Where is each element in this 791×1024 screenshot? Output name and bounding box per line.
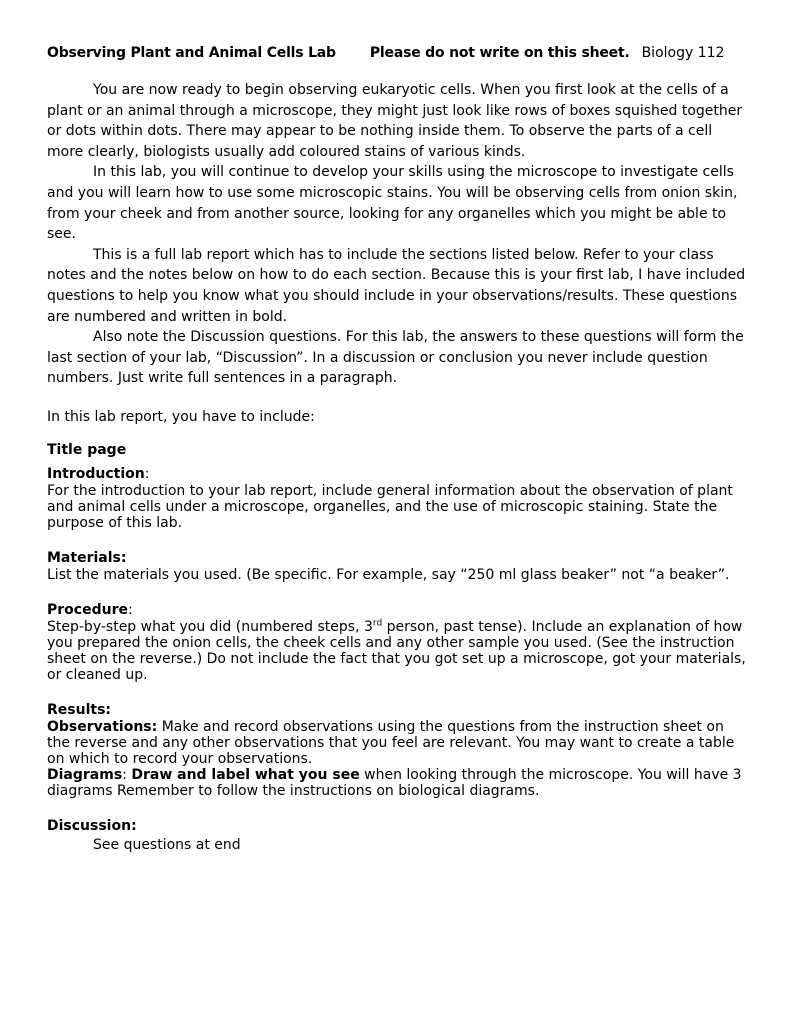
intro-paragraph-3: This is a full lab report which has to include the sections listed below. Refer to your class notes and the notes below on how to do each section. Because this is your first lab, I have included questions to help you know what you should include in your observations/results. These questions are numbered and written in bold. xyxy=(47,246,746,325)
materials-text: List the materials you used. (Be specific. For example, say “250 ml glass beaker” not “a beaker”. xyxy=(47,566,730,583)
diagrams-label: Diagrams xyxy=(47,766,123,783)
procedure-heading-colon: : xyxy=(127,601,133,618)
introduction-heading xyxy=(47,465,747,483)
intro-paragraph-1: You are now ready to begin observing eukaryotic cells. When you first look at the cells of a plant or an animal through a microscope, they might just look like rows of boxes squished together or dots within dots. There may appear to be nothing inside them. To observe the parts of a cell more clearly, biologists usually add coloured stains of various kinds. xyxy=(47,82,743,160)
introduction-heading-text: Introduction xyxy=(47,465,145,482)
procedure-text-b: person, past tense). Include an explanation of how you prepared the onion cells, the cheek cells and any other sample you used. (See the instruction sheet on the reverse.) Do not include the fact that you got set up a microscope, got your materials, or cleaned up. xyxy=(47,618,746,683)
intro-paragraph-2: In this lab, you will continue to develop your skills using the microscope to investigate cells and you will learn how to use some microscopic stains. You will be observing cells from onion skin, from your cheek and from another source, looking for any organelles which you might be able to see. xyxy=(47,164,738,243)
course-name: Biology 112 xyxy=(641,45,725,61)
document-header xyxy=(47,44,747,62)
procedure-heading xyxy=(47,601,747,619)
diagrams-colon: : xyxy=(122,766,132,783)
lab-title: Observing Plant and Animal Cells Lab xyxy=(47,45,336,61)
discussion-text: See questions at end xyxy=(93,836,241,853)
intro-paragraph-4: Also note the Discussion questions. For this lab, the answers to these questions will form the last section of your lab, “Discussion”. In a discussion or conclusion you never include question numbers. Just write full sentences in a paragraph. xyxy=(47,329,744,387)
results-heading: Results: xyxy=(47,701,111,718)
discussion-heading: Discussion: xyxy=(47,817,137,834)
document-page xyxy=(47,44,747,855)
observations-label: Observations: xyxy=(47,718,158,735)
diagrams-paragraph xyxy=(47,767,747,799)
observations-paragraph xyxy=(47,719,747,767)
procedure-text-a: Step-by-step what you did (numbered steps, 3 xyxy=(47,618,373,635)
procedure-superscript: rd xyxy=(372,618,383,629)
materials-heading: Materials: xyxy=(47,549,127,566)
include-list-intro: In this lab report, you have to include: xyxy=(47,408,315,425)
observations-text: Make and record observations using the questions from the instruction sheet on the reverse and any other observations that you feel are relevant. You may want to create a table on which to record your observations. xyxy=(47,718,735,767)
do-not-write-notice: Please do not write on this sheet. xyxy=(369,45,630,61)
title-page-heading: Title page xyxy=(47,441,127,458)
introduction-heading-colon: : xyxy=(144,465,150,482)
introduction-text: For the introduction to your lab report, include general information about the observation of plant and animal cells under a microscope, organelles, and the use of microscopic staining. State the purpose of this lab. xyxy=(47,482,733,531)
procedure-heading-text: Procedure xyxy=(47,601,128,618)
diagrams-text: when looking through the microscope. You will have 3 diagrams Remember to follow the instructions on biological diagrams. xyxy=(47,766,742,799)
procedure-text xyxy=(47,619,747,683)
diagrams-instruction: Draw and label what you see xyxy=(131,766,360,783)
